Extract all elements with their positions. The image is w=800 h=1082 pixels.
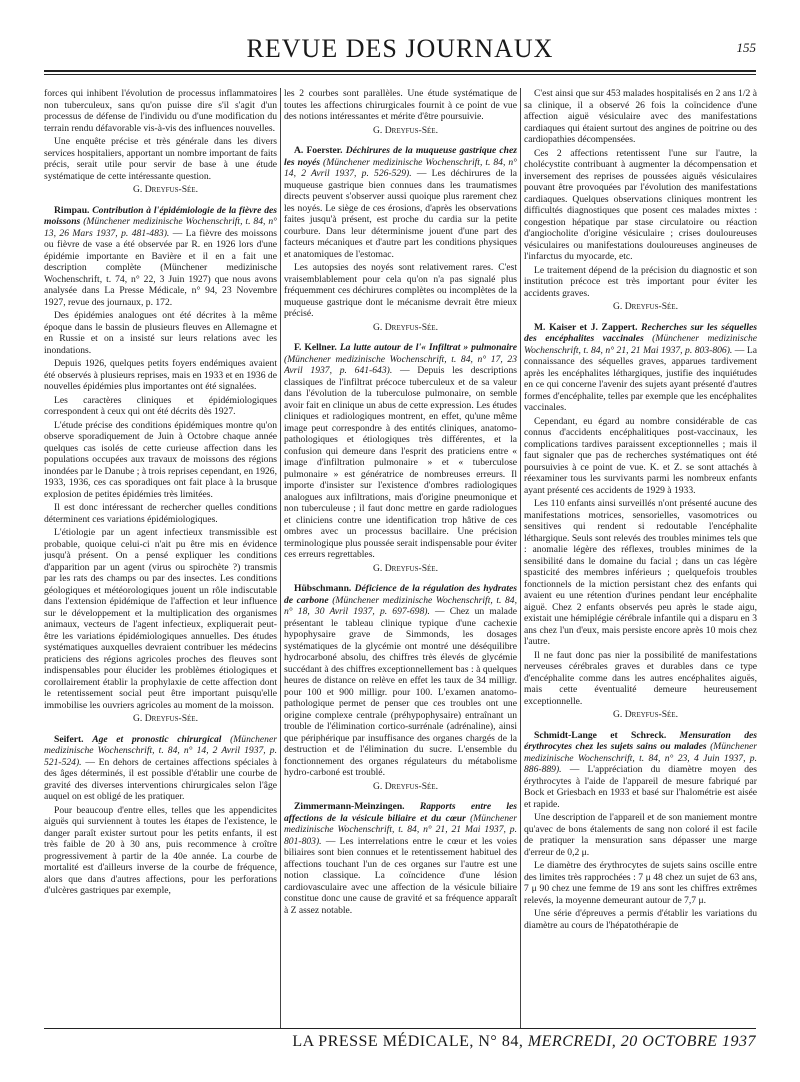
paragraph: L'étude précise des conditions épidémiques montre qu'on observe sporadiquement de Juin à Octobre chaque année quelques cas isolés de cette curieuse affection dans les populations occupées aux travaux de moissons des régions inondées par le Danube ; à trois reprises cependant, en 1926, 1933, 1936, ces cas sporadiques ont fait place à la brusque explosion de petites épidémies très limitées. [44, 419, 277, 500]
footer-rule [44, 1028, 756, 1029]
header-rule [44, 70, 756, 72]
article [524, 322, 757, 721]
paragraph: Une enquête précise et très générale dans les divers services hospitaliers, apportant un nombre important de faits précis, serait utile pour servir de base à une étude systématique de cette intéressante question. [44, 136, 277, 182]
signature: G. Dreyfus-Sée. [373, 780, 438, 792]
article-author: Seifert. [54, 733, 84, 745]
paragraph: forces qui inhibent l'évolution de processus inflammatoires non tuberculeux, sans qu'on puisse dire s'il s'agit d'un processus de défense de l'individu ou d'une modification du terrain rendu défavorable vis-à-vis des influences nouvelles. [44, 88, 277, 134]
paragraph: Depuis 1926, quelques petits foyers endémiques avaient été observés à plusieurs reprises, mais en 1933 et en 1936 de nouvelles épidémies plus importantes ont été signalées. [44, 358, 277, 392]
signature: G. Dreyfus-Sée. [133, 184, 198, 195]
paragraph: Les autopsies des noyés sont relativement rares. C'est vraisemblablement pour cela qu'on n'a pas signalé plus fréquemment ces déchirures complètes ou incomplètes de la muqueuse gastrique dont le mécanisme devrait être mieux précisé. [284, 262, 517, 319]
footer-publication: LA PRESSE MÉDICALE, N° 84, [292, 1033, 524, 1050]
paragraph: Des épidémies analogues ont été décrites à la même époque dans le bassin de plusieurs fleuves en Allemagne et en Russie et on a insisté sur leurs relations avec les inondations. [44, 310, 277, 356]
article-title: Contribution à l'épidémiologie de la fièvre des moissons [44, 204, 277, 227]
paragraph: Le diamètre des érythrocytes de sujets sains oscille entre des limites très rapprochées : 7 μ 48 chez un sujet de 63 ans, 7 μ 90 chez une femme de 19 ans sont les chiffres extrêmes relevés, la moyenne demeurant autour de 7,7 μ. [524, 860, 757, 906]
paragraph: C'est ainsi que sur 453 malades hospitalisés en 2 ans 1/2 à sa clinique, il a observé 26 fois la coïncidence d'une affection aiguë vésiculaire avec des manifestations cardiaques qui étaient surtout des angines de poitrine ou des cardiopathies décompensées. [524, 88, 757, 145]
paragraph: — Chez un malade présentant le tableau clinique typique d'une cachexie hypophysaire grave de Simmonds, les dosages systématiques de la glycémie ont montré une déséquilibre hydrocarboné absolu, des chiffres très élevés de glycémie succédant à des chiffres exceptionnellement bas : à quelques heures de distance on relève en effet les taux de 34 milligr. pour 100 et 900 milligr. pour 100. L'examen anatomo-pathologique permet de penser que ces troubles ont une origine complexe centrale (préhypophysaire) entraînant un trouble de l'élimination cortico-surrénale (adrénaline), ainsi que périphérique par insuffisance des organes chargés de la destruction et de l'élimination du sucre. L'ensemble du fonctionnement des organes régulateurs du métabolisme hydro-carboné est troublé. [284, 606, 517, 778]
article-reference: (Münchener medizinische Wochenschrift, t. 84, n° 23, 4 Juin 1937, p. 886-889). [524, 741, 757, 775]
paragraph: — La fièvre des moissons ou fièvre de vase a été observée par R. en 1926 lors d'une épidémie importante en Bavière et il en a fait une description complète (Münchener medizinische Wochenschrift, t. 74, n° 22, 3 Juin 1927) que nous avons analysée dans La Presse Médicale, n° 94, 23 Novembre 1927, revue des journaux, p. 172. [44, 227, 277, 308]
paragraph: — Les déchirures de la muqueuse gastrique bien connues dans les traumatismes directs peuvent s'observer aussi quoique plus rarement chez les noyés. Le siège de ces érosions, d'après les observations faites jusqu'à présent, est proche du cardia sur la petite courbure. Dans leur déterminisme jouent d'une part des facteurs mécaniques et d'autre part les conditions physiques et anatomiques de l'estomac. [284, 168, 517, 260]
article-title: Déchirures de la muqueuse gastrique chez les noyés [284, 145, 517, 168]
article-title: Age et pronostic chirurgical [92, 733, 222, 745]
article [44, 205, 277, 725]
paragraph: Une série d'épreuves a permis d'établir les variations du diamètre au cours de l'hépatothérapie de [524, 908, 757, 931]
paragraph: Ces 2 affections retentissent l'une sur l'autre, la cholécystite contribuant à augmenter la décompensation et inversement des reprises de poussées aiguës vésiculaires pouvant être provoquées par l'évolution des manifestations cardiaques. Quelques observations cliniques montrent les difficultés diagnostiques que posent ces malades mixtes : congestion hépatique par stase circulatoire ou réaction d'angiocholite d'origine vésiculaire ; crises douloureuses vésiculaires ou manifestations douloureuses angineuses de l'infarctus du myocarde, etc. [524, 147, 757, 262]
article [284, 342, 517, 574]
article-title: La lutte autour de l'« Infiltrat » pulmonaire [339, 342, 517, 353]
paragraph: — La connaissance des séquelles graves, apparues tardivement après les encéphalites léthargiques, justifie des inquiétudes en ce qui concerne l'avenir des sujets ayant présenté d'autres formes d'encéphalite, telles par exemple que les encéphalites vaccinales. [524, 344, 757, 413]
article-reference: (Münchener medizinische Wochenschrift, t. 84, n° 14, 2 Avril 1937, p. 521-524). [44, 733, 277, 768]
paragraph: — L'appréciation du diamètre moyen des érythrocytes à l'aide de l'appareil de mesure fabriqué par Bock et Griesbach en 1933 et basé sur l'halométrie est aisée et rapide. [524, 764, 757, 810]
article [284, 583, 517, 792]
article-title: Déficience de la régulation des hydrates de carbone [284, 583, 517, 606]
article [524, 730, 757, 932]
signature: G. Dreyfus-Sée. [133, 713, 198, 724]
column-divider [520, 88, 521, 1028]
journal-title: REVUE DES JOURNAUX [246, 34, 554, 63]
footer-date: MERCREDI, 20 OCTOBRE 1937 [527, 1033, 756, 1050]
article-continuation [524, 88, 757, 313]
column-divider [280, 88, 281, 1028]
header-rule-thin [44, 74, 756, 75]
paragraph: Les 110 enfants ainsi surveillés n'ont présenté aucune des manifestations motrices, sensorielles, vasomotrices ou sensitives qui rendent si redoutable l'encéphalite léthargique. Seuls sont relevés des troubles minimes tels que : anomalie légère des réflexes, troubles minimes de la sensibilité dans le domaine du facial ; dans un cas légère spasticité des membres inférieurs ; quelquefois troubles fonctionnels de la miction persistant chez des enfants qui avaient eu une rétention d'urines pendant leur encéphalite aiguë. Chez 2 enfants observés peu après le stade aigu, existait une hémiplégie cérébrale infantile qui a disparu en 3 ans chez l'un d'eux, mais persiste encore après 10 mois chez l'autre. [524, 498, 757, 647]
signature: G. Dreyfus-Sée. [373, 562, 438, 574]
paragraph: Une description de l'appareil et de son maniement montre qu'avec de bons étalements de sang non coloré il est facile de pratiquer la mensuration sans dépasser une marge d'erreur de 0,2 μ. [524, 812, 757, 858]
article-reference: (Münchener medizinische Wochenschrift, t. 84, n° 18, 30 Avril 1937, p. 697-698). [284, 594, 517, 617]
article-author: Rimpau. [54, 204, 90, 216]
article-author: Schmidt-Lange et Schreck. [534, 729, 667, 741]
page-number: 155 [736, 40, 756, 55]
paragraph: — Les interrelations entre le cœur et les voies biliaires sont bien connues et le retentissement habituel des affections touchant l'un de ces organes sur l'autre est une notion classique. La coïncidence d'une lésion cardiovasculaire avec une affection de la vésicule biliaire constitue donc une cause de gravité et sa fréquence apparaît à Z assez notable. [284, 835, 517, 916]
page-header [44, 34, 756, 68]
article [44, 734, 277, 897]
paragraph: Pour beaucoup d'entre elles, telles que les appendicites aiguës qui surviennent à toutes les étapes de l'existence, le danger paraît exister surtout pour les petits enfants, il est très faible de 20 à 30 ans, puis recommence à croître progressivement à partir de la 40e année. La courbe de mortalité est d'ailleurs inverse de la courbe de fréquence, alors que dans d'autres affections, pour les perforations d'ulcères gastriques par exemple, [44, 804, 277, 896]
article-continuation [284, 88, 517, 136]
article-reference: (Münchener medizinische Wochenschrift, t. 84, n° 13, 26 Mars 1937, p. 481-483). [44, 216, 277, 239]
article-author: A. Foerster. [294, 145, 343, 156]
article-author: Hübschmann. [294, 583, 352, 594]
article-reference: (Münchener medizinische Wochenschrift, t. 84, n° 17, 23 Avril 1937, p. 641-643). [284, 353, 517, 376]
article-title: Rapports entre les affections de la vésicule biliaire et du cœur [284, 801, 517, 824]
signature: G. Dreyfus-Sée. [613, 301, 678, 312]
article [284, 145, 517, 333]
signature: G. Dreyfus-Sée. [373, 124, 438, 136]
article-reference: (Münchener medizinische Wochenschrift, t. 84, n° 21, 21 Mai 1937, p. 803-806). [524, 333, 757, 356]
signature: G. Dreyfus-Sée. [373, 321, 438, 333]
column-left [44, 88, 277, 1028]
article-reference: (Münchener medizinische Wochenschrift, t. 84, n° 14, 2 Avril 1937, p. 526-529). [284, 156, 517, 179]
paragraph: les 2 courbes sont parallèles. Une étude systématique de toutes les affections chirurgicales fournit à ce point de vue des notions intéressantes et mérite d'être poursuivie. [284, 88, 517, 122]
signature: G. Dreyfus-Sée. [613, 709, 678, 720]
article-author: Zimmermann-Meinzingen. [294, 801, 405, 812]
paragraph: Il est donc intéressant de rechercher quelles conditions déterminent ces variations épidémiologiques. [44, 502, 277, 525]
article-title: Mensuration des érythrocytes chez les sujets sains ou malades [524, 729, 757, 752]
column-middle [284, 88, 517, 1028]
article-reference: (Münchener medizinische Wochenschrift, t. 84, n° 21, 21 Mai 1937, p. 801-803). [284, 812, 517, 847]
article-continuation [44, 88, 277, 196]
paragraph: L'étiologie par un agent infectieux transmissible est probable, quoique celui-ci n'ait pu être mis en évidence jusqu'à présent. On a pensé expliquer les conditions d'apparition par un agent (virus ou spirochète ?) transmis par les rats des champs ou par des insectes. Les conditions géologiques et météorologiques jouent un rôle indiscutable dans l'extension épidémique de l'affection et leur influence sur le développement et la multiplication des organismes animaux, vecteurs de l'agent infectieux, expliquerait peut-être les variations épidémiologiques annuelles. Des études systématiques auxquelles devraient contribuer les médecins praticiens des régions agricoles proches des fleuves sont indispensables pour élucider les problèmes étiologiques et corollairement établir la prophylaxie de cette affection dont le retentissement social peut être important puisqu'elle immobilise les ouvriers agricoles au moment de la moisson. [44, 527, 277, 711]
article-author: M. Kaiser et J. Zappert. [534, 321, 638, 333]
page-footer [44, 1033, 756, 1051]
paragraph: Les caractères cliniques et épidémiologiques correspondent à ceux qui ont été décrits dès 1927. [44, 394, 277, 417]
paragraph: — En dehors de certaines affections spéciales à des âges déterminés, il est possible d'établir une courbe de gravité des diverses interventions chirurgicales selon l'âge auquel on est obligé de les pratiquer. [44, 756, 277, 802]
article [284, 801, 517, 916]
paragraph: Cependant, eu égard au nombre considérable de cas connus d'accidents encéphalitiques post-vaccinaux, les complications tardives paraissent exceptionnelles ; mais il faut signaler que pas de recherches systématiques ont été poursuivies à ce point de vue. K. et Z. se sont attachés à réexaminer tous les survivants parmi les nombreux enfants ayant présenté ces accidents de 1929 à 1933. [524, 415, 757, 496]
paragraph: — Depuis les descriptions classiques de l'infiltrat précoce tuberculeux et de sa valeur dans l'évolution de la tuberculose pulmonaire, on semble avoir fait en clinique un abus de cette expression. Les études cliniques et radiologiques montrent, en effet, qu'une même image peut correspondre à des entités cliniques, anatomo-pathologiques et étiologiques très différentes, et la confusion qui demeure dans l'esprit des praticiens entre « image d'infiltration pulmonaire » et « tuberculose pulmonaire » est génératrice de nombreuses erreurs. Il importe d'insister sur l'existence d'ombres radiologiques analogues aux infiltrations, mais d'origine pneumonique et non tuberculeuse ; il faut donc mettre en garde radiologues et cliniciens contre une identification trop hâtive de ces ombres avec un processus bacillaire. Une précision terminologique plus poussée serait indispensable pour éviter ces erreurs regrettables. [284, 365, 517, 560]
paragraph: Il ne faut donc pas nier la possibilité de manifestations nerveuses cérébrales graves et durables dans ce type d'encéphalite comme dans les autres encéphalites aiguës, mais cette éventualité demeure heureusement exceptionnelle. [524, 649, 757, 707]
article-title: Recherches sur les séquelles des encéphalites vaccinales [524, 321, 757, 344]
paragraph: Le traitement dépend de la précision du diagnostic et son institution précoce est très important pour éviter les accidents graves. [524, 264, 757, 299]
column-right [524, 88, 757, 1028]
article-author: F. Kellner. [294, 342, 337, 353]
